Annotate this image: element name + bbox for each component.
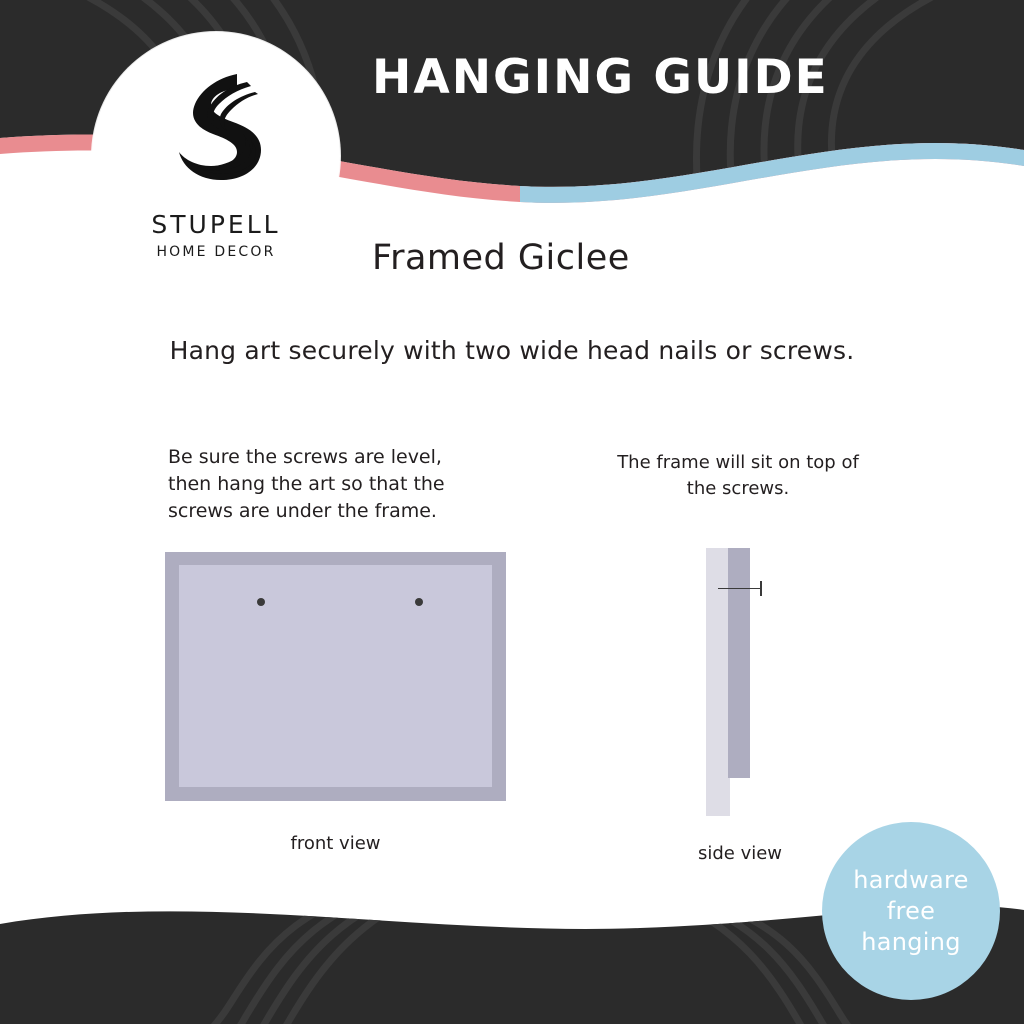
product-type-label: Framed Giclee: [372, 238, 630, 278]
front-view-label: front view: [290, 833, 381, 854]
side-view-label: side view: [697, 843, 783, 864]
brand-tagline: HOME DECOR: [156, 244, 276, 260]
nail-shaft-icon: [718, 588, 762, 589]
front-view-artwork-area: [179, 565, 492, 787]
side-view-diagram: [706, 548, 776, 816]
brand-name: STUPELL: [151, 210, 281, 239]
screw-hole-right-icon: [415, 598, 423, 606]
front-view-diagram: [165, 552, 506, 801]
hardware-free-hanging-badge: [822, 822, 1000, 1000]
badge-line-1: hardware: [853, 865, 969, 894]
frame-shape: [728, 548, 750, 778]
nail-head-icon: [760, 581, 762, 596]
swoosh-logo-icon: [151, 68, 281, 202]
page-title: HANGING GUIDE: [372, 50, 829, 105]
front-view-caption: Be sure the screws are level, then hang the art so that the screws are under the frame.: [168, 446, 445, 522]
badge-line-2: free: [886, 896, 936, 925]
brand-logo-badge: [92, 32, 340, 280]
badge-line-3: hanging: [861, 927, 961, 956]
main-instruction-text: Hang art securely with two wide head nails or screws.: [169, 336, 855, 365]
side-view-caption: The frame will sit on top of the screws.: [617, 452, 859, 499]
screw-hole-left-icon: [257, 598, 265, 606]
